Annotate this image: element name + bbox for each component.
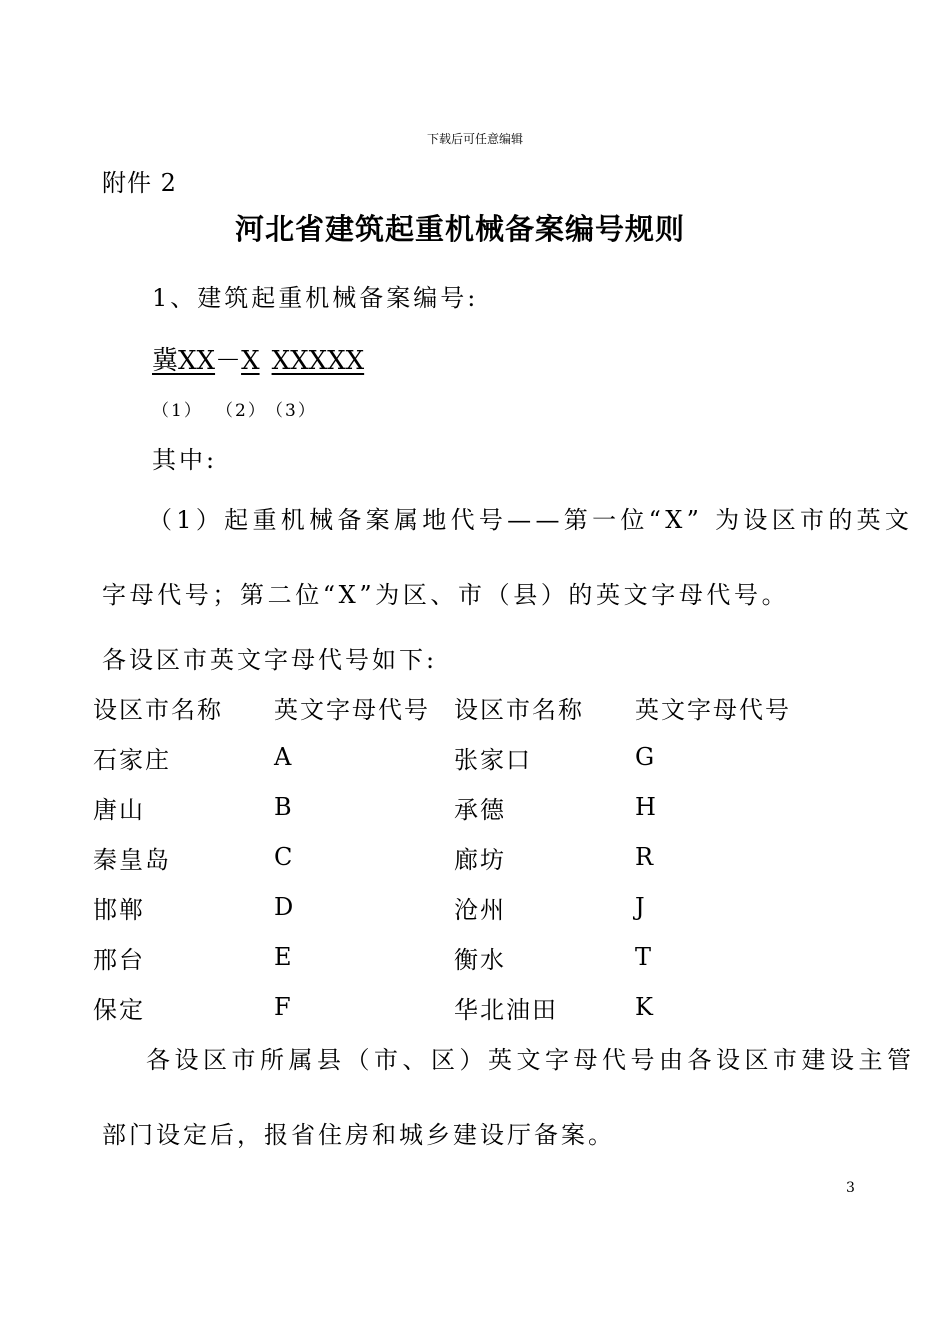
table-header-row — [93, 682, 835, 732]
city-name: 邯郸 — [93, 895, 145, 924]
city-code: C — [274, 843, 295, 871]
city-code: J — [635, 893, 647, 921]
marker-3: （3） — [266, 401, 317, 421]
city-name: 承德 — [454, 795, 506, 824]
city-name: 张家口 — [454, 745, 532, 774]
table-row — [93, 732, 835, 782]
attachment-label: 附件 2 — [102, 169, 177, 197]
city-code: H — [635, 793, 658, 821]
city-name: 唐山 — [93, 795, 145, 824]
city-name: 衡水 — [454, 945, 506, 974]
marker-1: （1） — [152, 401, 203, 421]
city-code: D — [274, 893, 296, 921]
city-code: G — [635, 743, 657, 771]
city-code: T — [635, 943, 654, 971]
city-code: K — [635, 993, 655, 1021]
table-header-cell: 设区市名称 — [454, 695, 584, 724]
city-code: E — [274, 943, 294, 971]
city-name: 保定 — [93, 995, 145, 1024]
city-code: F — [274, 993, 293, 1021]
code-part-markers — [152, 396, 317, 421]
table-row — [93, 832, 835, 882]
page-number: 3 — [846, 1180, 855, 1196]
table-header-cell: 英文字母代号 — [635, 695, 791, 724]
city-name: 邢台 — [93, 945, 145, 974]
code-dash: － — [215, 346, 242, 376]
table-header-cell: 英文字母代号 — [274, 695, 430, 724]
code-list-heading: 各设区市英文字母代号如下: — [102, 646, 438, 674]
document-title: 河北省建筑起重机械备案编号规则 — [234, 212, 685, 246]
city-name: 华北油田 — [454, 995, 558, 1024]
section1-intro: 其中: — [152, 446, 218, 474]
paragraph2-line1: 各设区市所属县（市、区）英文字母代号由各设区市建设主管 — [146, 1046, 916, 1074]
city-name: 秦皇岛 — [93, 845, 171, 874]
code-type: X — [241, 346, 260, 376]
code-format — [152, 340, 364, 377]
table-header-cell: 设区市名称 — [93, 695, 223, 724]
city-code: R — [635, 843, 656, 871]
paragraph2-line2: 部门设定后，报省住房和城乡建设厅备案。 — [102, 1121, 615, 1149]
city-name: 沧州 — [454, 895, 506, 924]
city-code: A — [274, 743, 294, 771]
section1-heading: 1、建筑起重机械备案编号: — [152, 284, 479, 312]
city-code: B — [274, 793, 294, 821]
paragraph1-line2: 字母代号；第二位“X”为区、市（县）的英文字母代号。 — [102, 581, 790, 609]
page-header-note: 下载后可任意编辑 — [426, 132, 523, 146]
marker-2: （2） — [216, 401, 267, 421]
table-row — [93, 932, 835, 982]
city-code-table — [93, 682, 835, 1032]
table-row — [93, 782, 835, 832]
table-row — [93, 982, 835, 1032]
code-prefix-and-region: 冀XX — [152, 346, 216, 376]
table-row — [93, 882, 835, 932]
paragraph1-line1: （1）起重机械备案属地代号——第一位“X” 为设区市的英文 — [148, 506, 914, 534]
city-name: 石家庄 — [93, 745, 171, 774]
city-name: 廊坊 — [454, 845, 506, 874]
code-serial: XXXXX — [271, 346, 365, 376]
